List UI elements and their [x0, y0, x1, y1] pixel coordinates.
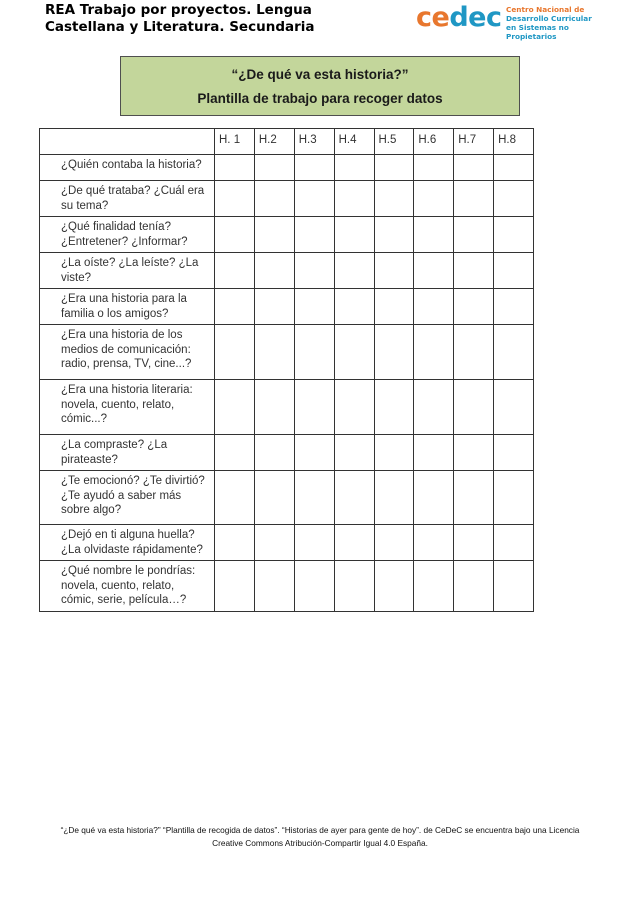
- table-row: [40, 181, 534, 217]
- document-header-title: [45, 2, 345, 36]
- answer-cell[interactable]: [374, 435, 414, 471]
- table-row: [40, 380, 534, 435]
- answer-cell[interactable]: [254, 217, 294, 253]
- answer-cell[interactable]: [494, 561, 534, 612]
- answer-cell[interactable]: [414, 217, 454, 253]
- table-header-row: [40, 129, 534, 155]
- column-header: H.4: [334, 129, 374, 155]
- column-header: H.3: [294, 129, 334, 155]
- answer-cell[interactable]: [454, 253, 494, 289]
- table-row: [40, 217, 534, 253]
- answer-cell[interactable]: [215, 561, 255, 612]
- answer-cell[interactable]: [454, 181, 494, 217]
- answer-cell[interactable]: [494, 325, 534, 380]
- answer-cell[interactable]: [454, 525, 494, 561]
- answer-cell[interactable]: [215, 155, 255, 181]
- answer-cell[interactable]: [294, 155, 334, 181]
- question-cell: ¿Te emocionó? ¿Te divirtió? ¿Te ayudó a saber más sobre algo?: [40, 471, 215, 525]
- answer-cell[interactable]: [334, 471, 374, 525]
- answer-cell[interactable]: [215, 435, 255, 471]
- answer-cell[interactable]: [454, 471, 494, 525]
- answer-cell[interactable]: [454, 561, 494, 612]
- answer-cell[interactable]: [334, 325, 374, 380]
- answer-cell[interactable]: [334, 253, 374, 289]
- answer-cell[interactable]: [374, 217, 414, 253]
- column-header: H.8: [494, 129, 534, 155]
- answer-cell[interactable]: [374, 471, 414, 525]
- table-row: [40, 289, 534, 325]
- answer-cell[interactable]: [414, 525, 454, 561]
- answer-cell[interactable]: [374, 253, 414, 289]
- question-cell: ¿Era una historia para la familia o los amigos?: [40, 289, 215, 325]
- license-footer: [40, 824, 600, 850]
- data-collection-table: [39, 128, 534, 612]
- answer-cell[interactable]: [494, 253, 534, 289]
- answer-cell[interactable]: [494, 155, 534, 181]
- column-header: H.2: [254, 129, 294, 155]
- answer-cell[interactable]: [334, 289, 374, 325]
- answer-cell[interactable]: [215, 217, 255, 253]
- question-cell: ¿Quién contaba la historia?: [40, 155, 215, 181]
- answer-cell[interactable]: [294, 217, 334, 253]
- banner-title: “¿De qué va esta historia?”: [231, 67, 409, 82]
- answer-cell[interactable]: [374, 181, 414, 217]
- answer-cell[interactable]: [494, 181, 534, 217]
- answer-cell[interactable]: [215, 181, 255, 217]
- footer-line-1: “¿De qué va esta historia?” “Plantilla de recogida de datos”. “Historias de ayer para gente de hoy”. de CeDeC se encuentra bajo una Licencia: [60, 825, 580, 835]
- answer-cell[interactable]: [254, 325, 294, 380]
- answer-cell[interactable]: [494, 471, 534, 525]
- logo-subtitle-line-1: Centro Nacional de: [506, 5, 585, 14]
- answer-cell[interactable]: [334, 561, 374, 612]
- answer-cell[interactable]: [294, 181, 334, 217]
- question-cell: ¿La compraste? ¿La pirateaste?: [40, 435, 215, 471]
- answer-cell[interactable]: [294, 253, 334, 289]
- question-cell: ¿De qué trataba? ¿Cuál era su tema?: [40, 181, 215, 217]
- answer-cell[interactable]: [414, 561, 454, 612]
- logo-subtitle: [506, 5, 606, 41]
- answer-cell[interactable]: [494, 289, 534, 325]
- answer-cell[interactable]: [414, 289, 454, 325]
- answer-cell[interactable]: [215, 525, 255, 561]
- answer-cell[interactable]: [294, 525, 334, 561]
- answer-cell[interactable]: [494, 217, 534, 253]
- answer-cell[interactable]: [334, 525, 374, 561]
- answer-cell[interactable]: [374, 380, 414, 435]
- column-header: H.7: [454, 129, 494, 155]
- cedec-logo: [416, 2, 606, 41]
- question-cell: ¿Era una historia literaria: novela, cuento, relato, cómic...?: [40, 380, 215, 435]
- answer-cell[interactable]: [215, 289, 255, 325]
- table-row: [40, 471, 534, 525]
- answer-cell[interactable]: [294, 380, 334, 435]
- answer-cell[interactable]: [414, 435, 454, 471]
- question-cell: ¿Qué nombre le pondrías: novela, cuento, relato, cómic, serie, película…?: [40, 561, 215, 612]
- answer-cell[interactable]: [254, 289, 294, 325]
- answer-cell[interactable]: [215, 253, 255, 289]
- banner-subtitle: Plantilla de trabajo para recoger datos: [197, 91, 443, 106]
- answer-cell[interactable]: [294, 289, 334, 325]
- answer-cell[interactable]: [494, 435, 534, 471]
- header-corner-cell: [40, 129, 215, 155]
- answer-cell[interactable]: [454, 217, 494, 253]
- header-title-line-1: REA Trabajo por proyectos. Lengua: [45, 2, 312, 18]
- answer-cell[interactable]: [215, 471, 255, 525]
- answer-cell[interactable]: [294, 471, 334, 525]
- answer-cell[interactable]: [334, 380, 374, 435]
- logo-subtitle-line-3: en Sistemas no Propietarios: [506, 23, 569, 41]
- answer-cell[interactable]: [334, 435, 374, 471]
- answer-cell[interactable]: [254, 253, 294, 289]
- answer-cell[interactable]: [414, 253, 454, 289]
- logo-subtitle-line-2: Desarrollo Curricular: [506, 14, 592, 23]
- answer-cell[interactable]: [454, 435, 494, 471]
- question-cell: ¿Qué finalidad tenía? ¿Entretener? ¿Informar?: [40, 217, 215, 253]
- answer-cell[interactable]: [414, 155, 454, 181]
- answer-cell[interactable]: [374, 289, 414, 325]
- column-header: H. 1: [215, 129, 255, 155]
- answer-cell[interactable]: [215, 380, 255, 435]
- answer-cell[interactable]: [294, 325, 334, 380]
- answer-cell[interactable]: [215, 325, 255, 380]
- table-row: [40, 561, 534, 612]
- title-banner: [120, 56, 520, 116]
- answer-cell[interactable]: [254, 561, 294, 612]
- logo-wordmark: [416, 2, 501, 34]
- answer-cell[interactable]: [374, 325, 414, 380]
- answer-cell[interactable]: [334, 217, 374, 253]
- answer-cell[interactable]: [254, 181, 294, 217]
- logo-wordmark-part-1: ce: [416, 2, 450, 33]
- table-row: [40, 155, 534, 181]
- answer-cell[interactable]: [374, 525, 414, 561]
- question-cell: ¿Era una historia de los medios de comunicación: radio, prensa, TV, cine...?: [40, 325, 215, 380]
- question-cell: ¿La oíste? ¿La leíste? ¿La viste?: [40, 253, 215, 289]
- answer-cell[interactable]: [454, 289, 494, 325]
- table-row: [40, 325, 534, 380]
- answer-cell[interactable]: [294, 561, 334, 612]
- answer-cell[interactable]: [254, 435, 294, 471]
- table-row: [40, 253, 534, 289]
- answer-cell[interactable]: [254, 525, 294, 561]
- answer-cell[interactable]: [414, 181, 454, 217]
- answer-cell[interactable]: [254, 380, 294, 435]
- answer-cell[interactable]: [254, 471, 294, 525]
- answer-cell[interactable]: [414, 471, 454, 525]
- answer-cell[interactable]: [374, 155, 414, 181]
- logo-wordmark-part-2: dec: [449, 2, 502, 33]
- answer-cell[interactable]: [494, 525, 534, 561]
- answer-cell[interactable]: [334, 181, 374, 217]
- answer-cell[interactable]: [294, 435, 334, 471]
- answer-cell[interactable]: [414, 380, 454, 435]
- table-row: [40, 525, 534, 561]
- answer-cell[interactable]: [414, 325, 454, 380]
- column-header: H.6: [414, 129, 454, 155]
- question-cell: ¿Dejó en ti alguna huella? ¿La olvidaste rápidamente?: [40, 525, 215, 561]
- answer-cell[interactable]: [454, 380, 494, 435]
- table-row: [40, 435, 534, 471]
- header-title-line-2: Castellana y Literatura. Secundaria: [45, 19, 315, 35]
- answer-cell[interactable]: [374, 561, 414, 612]
- column-header: H.5: [374, 129, 414, 155]
- answer-cell[interactable]: [334, 155, 374, 181]
- answer-cell[interactable]: [454, 155, 494, 181]
- answer-cell[interactable]: [454, 325, 494, 380]
- footer-line-2: Creative Commons Atribución-Compartir Igual 4.0 España.: [212, 838, 428, 848]
- answer-cell[interactable]: [254, 155, 294, 181]
- answer-cell[interactable]: [494, 380, 534, 435]
